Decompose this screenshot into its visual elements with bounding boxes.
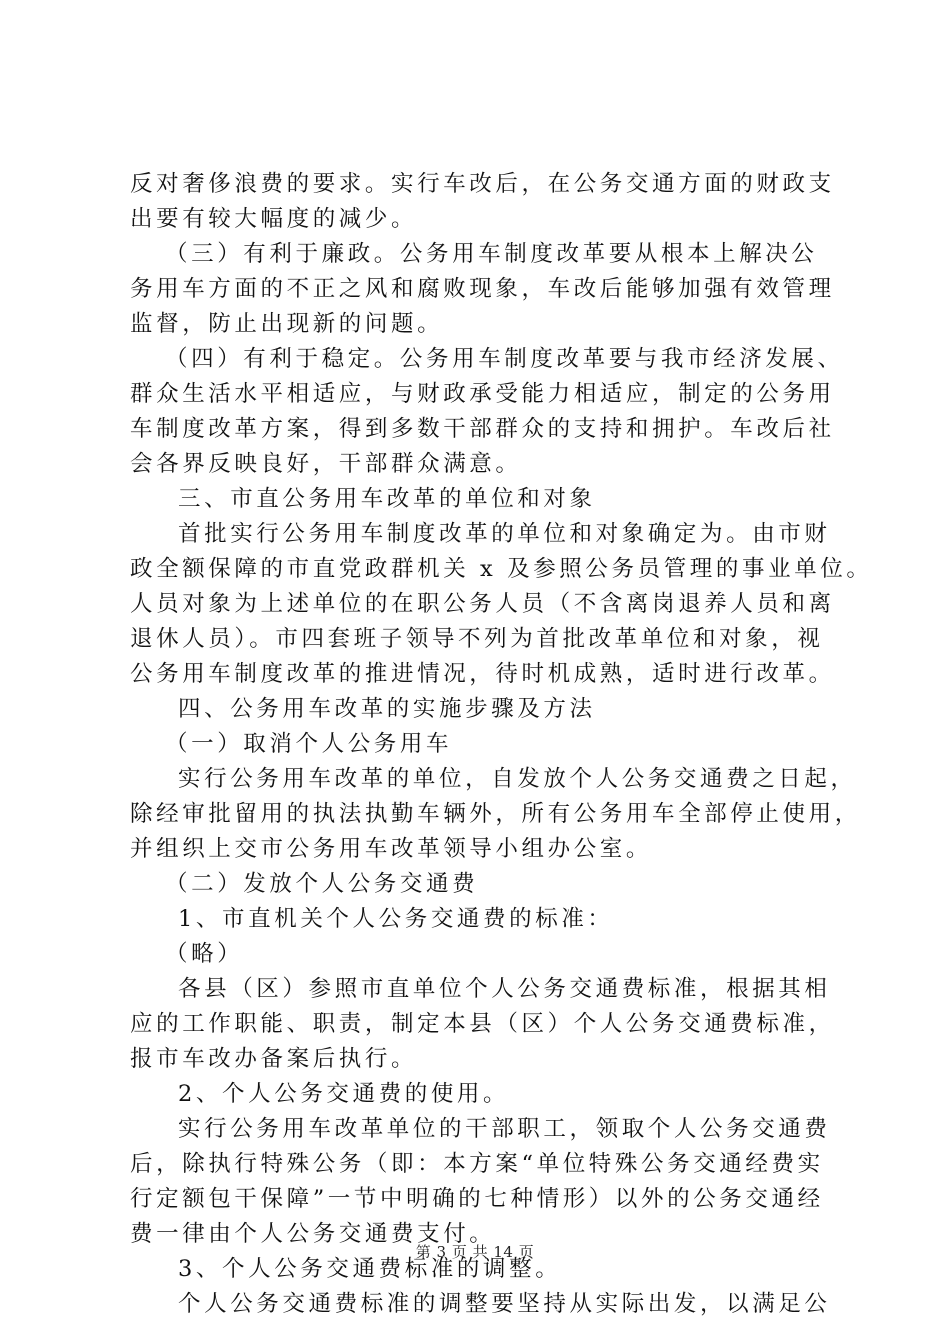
text-line: （略） <box>165 941 244 967</box>
text-line: 并组织上交市公务用车改革领导小组办公室。 <box>130 836 653 862</box>
text-line: 群众生活水平相适应，与财政承受能力相适应，制定的公务用 <box>130 381 835 407</box>
text-line: 反对奢侈浪费的要求。实行车改后，在公务交通方面的财政支 <box>130 171 835 197</box>
text-line: 政全额保障的市直党政群机关 x 及参照公务员管理的事业单位。 <box>130 556 873 582</box>
text-line: 个人公务交通费标准的调整要坚持从实际出发，以满足公 <box>178 1291 831 1317</box>
text-line: 公务用车制度改革的推进情况，待时机成熟，适时进行改革。 <box>130 661 835 687</box>
text-line: 除经审批留用的执法执勤车辆外，所有公务用车全部停止使用， <box>130 801 861 827</box>
text-line: （三）有利于廉政。公务用车制度改革要从根本上解决公 <box>165 241 818 267</box>
text-line: 应的工作职能、职责，制定本县（区）个人公务交通费标准， <box>130 1011 835 1037</box>
section-heading: 三、市直公务用车改革的单位和对象 <box>178 486 596 512</box>
text-line: 各县（区）参照市直单位个人公务交通费标准，根据其相 <box>178 976 831 1002</box>
text-line: 实行公务用车改革单位的干部职工，领取个人公务交通费 <box>178 1116 831 1142</box>
text-line: 退休人员）。市四套班子领导不列为首批改革单位和对象，视 <box>130 626 824 652</box>
text-line: 2、个人公务交通费的使用。 <box>178 1081 510 1107</box>
text-line: 后，除执行特殊公务（即：本方案“单位特殊公务交通经费实 <box>130 1151 824 1177</box>
subsection-heading: （一）取消个人公务用车 <box>165 731 453 757</box>
section-heading: 四、公务用车改革的实施步骤及方法 <box>178 696 596 722</box>
text-line: 1、市直机关个人公务交通费的标准： <box>178 906 614 932</box>
text-line: 费一律由个人公务交通费支付。 <box>130 1221 496 1247</box>
subsection-heading: （二）发放个人公务交通费 <box>165 871 479 897</box>
text-line: 务用车方面的不正之风和腐败现象，车改后能够加强有效管理 <box>130 276 835 302</box>
page-number-footer: 第 3 页 共 14 页 <box>415 1243 535 1261</box>
text-line: 人员对象为上述单位的在职公务人员（不含离岗退养人员和离 <box>130 591 835 617</box>
text-line: （四）有利于稳定。公务用车制度改革要与我市经济发展、 <box>165 346 844 372</box>
text-line: 首批实行公务用车制度改革的单位和对象确定为。由市财 <box>178 521 831 547</box>
text-line: 监督，防止出现新的问题。 <box>130 311 444 337</box>
text-line: 行定额包干保障”一节中明确的七种情形）以外的公务交通经 <box>130 1186 824 1212</box>
text-line: 会各界反映良好，干部群众满意。 <box>130 451 522 477</box>
text-line: 3、个人公务交通费标准的调整。 <box>178 1256 562 1282</box>
text-line: 报市车改办备案后执行。 <box>130 1046 418 1072</box>
text-line: 实行公务用车改革的单位，自发放个人公务交通费之日起， <box>178 766 857 792</box>
text-line: 车制度改革方案，得到多数干部群众的支持和拥护。车改后社 <box>130 416 835 442</box>
text-line: 出要有较大幅度的减少。 <box>130 206 418 232</box>
